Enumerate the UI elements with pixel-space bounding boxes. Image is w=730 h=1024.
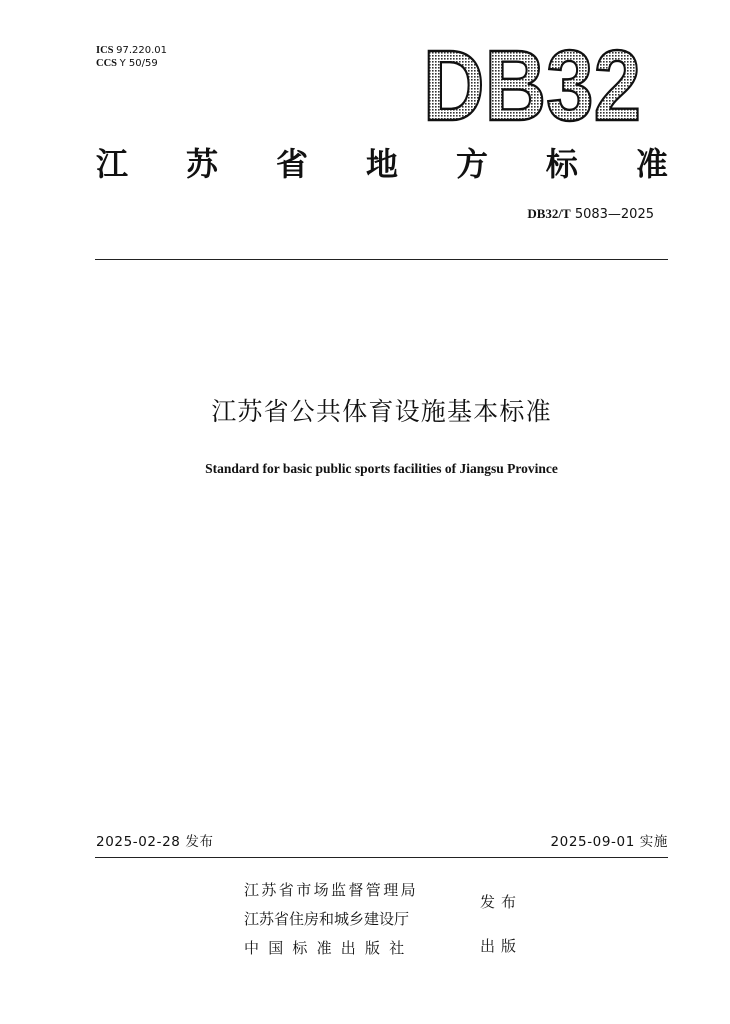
standard-kind-char: 省 xyxy=(275,145,308,183)
standard-number-prefix: DB32/T xyxy=(527,206,571,221)
bottom-divider xyxy=(95,857,668,858)
issuing-bodies xyxy=(244,876,418,963)
classification-codes xyxy=(96,44,167,70)
standard-kind-char: 准 xyxy=(635,145,668,183)
standard-kind-char: 方 xyxy=(455,145,488,183)
ics-label: ICS xyxy=(96,45,114,56)
db32-logo xyxy=(420,30,645,142)
standard-kind-char: 标 xyxy=(545,145,578,183)
publish-label: 出版 xyxy=(480,937,523,955)
standard-number xyxy=(527,205,654,224)
title-english: Standard for basic public sports facilities of Jiangsu Province xyxy=(205,461,558,476)
ccs-code-row xyxy=(96,57,167,70)
ccs-value: Y 50/59 xyxy=(119,58,158,69)
standard-kind-char: 苏 xyxy=(185,145,218,183)
standard-kind-heading xyxy=(96,142,668,186)
ccs-label: CCS xyxy=(96,58,118,69)
issuer-housing-construction: 江苏省住房和城乡建设厅 xyxy=(244,910,410,928)
ics-value: 97.220.01 xyxy=(116,45,168,56)
implementation-date: 2025-09-01 实施 xyxy=(550,834,668,850)
top-divider xyxy=(95,259,668,260)
standard-kind-char: 江 xyxy=(96,145,129,183)
publisher-name: 中国标准出版社 xyxy=(244,939,414,957)
release-label: 发布 xyxy=(480,893,523,911)
issue-date: 2025-02-28 发布 xyxy=(96,834,214,850)
title-chinese: 江苏省公共体育设施基本标准 xyxy=(211,397,552,426)
standard-kind-char: 地 xyxy=(365,145,398,183)
issuer-market-regulation: 江苏省市场监督管理局 xyxy=(244,881,419,899)
standard-number-value: 5083—2025 xyxy=(574,207,654,222)
ics-code-row xyxy=(96,44,167,57)
logo-text: DB32 xyxy=(423,30,641,142)
